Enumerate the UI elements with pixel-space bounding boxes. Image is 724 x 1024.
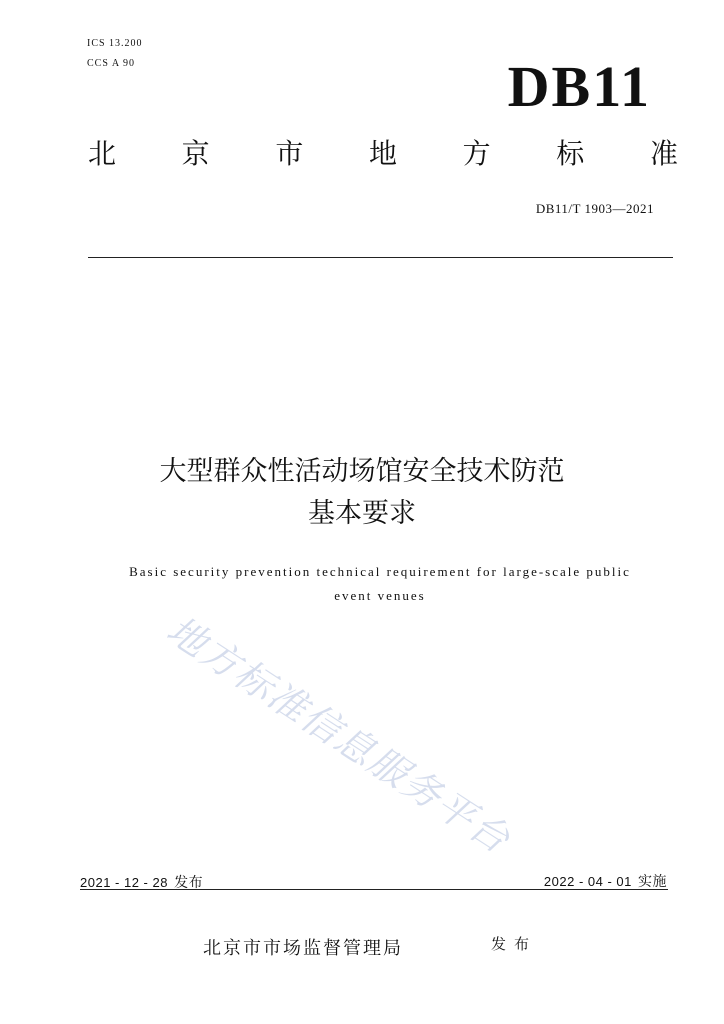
title-cn-line1: 大型群众性活动场馆安全技术防范 <box>159 456 565 487</box>
implement-label: 实施 <box>638 874 667 890</box>
category-char: 标 <box>556 137 585 170</box>
category-char: 方 <box>462 137 491 170</box>
ics-code: ICS 13.200 <box>87 38 143 49</box>
watermark: 地方标准信息服务平台 <box>159 607 519 863</box>
category-char: 准 <box>649 137 678 170</box>
category-char: 北 <box>88 137 117 170</box>
header-divider <box>88 257 673 258</box>
ccs-code: CCS A 90 <box>87 58 136 69</box>
title-cn-line2: 基本要求 <box>308 498 416 529</box>
title-en-line1: Basic security prevention technical requirement for large-scale public <box>129 564 631 579</box>
db-logo: DB11 <box>507 54 651 119</box>
implement-date-value: 2022 - 04 - 01 <box>543 874 632 889</box>
standard-category <box>88 137 678 170</box>
category-char: 市 <box>275 137 304 170</box>
implement-date <box>544 871 667 891</box>
standard-number: DB11/T 1903—2021 <box>535 201 654 216</box>
title-en-line2: event venues <box>334 588 426 603</box>
issue-label: 发布 <box>174 875 204 891</box>
footer-divider <box>80 889 668 890</box>
issue-date-value: 2021 - 12 - 28 <box>80 875 168 890</box>
category-char: 地 <box>368 137 397 170</box>
category-char: 京 <box>181 137 210 170</box>
publisher: 北京市市场监督管理局 <box>203 938 403 959</box>
publish-label: 发布 <box>491 935 538 953</box>
